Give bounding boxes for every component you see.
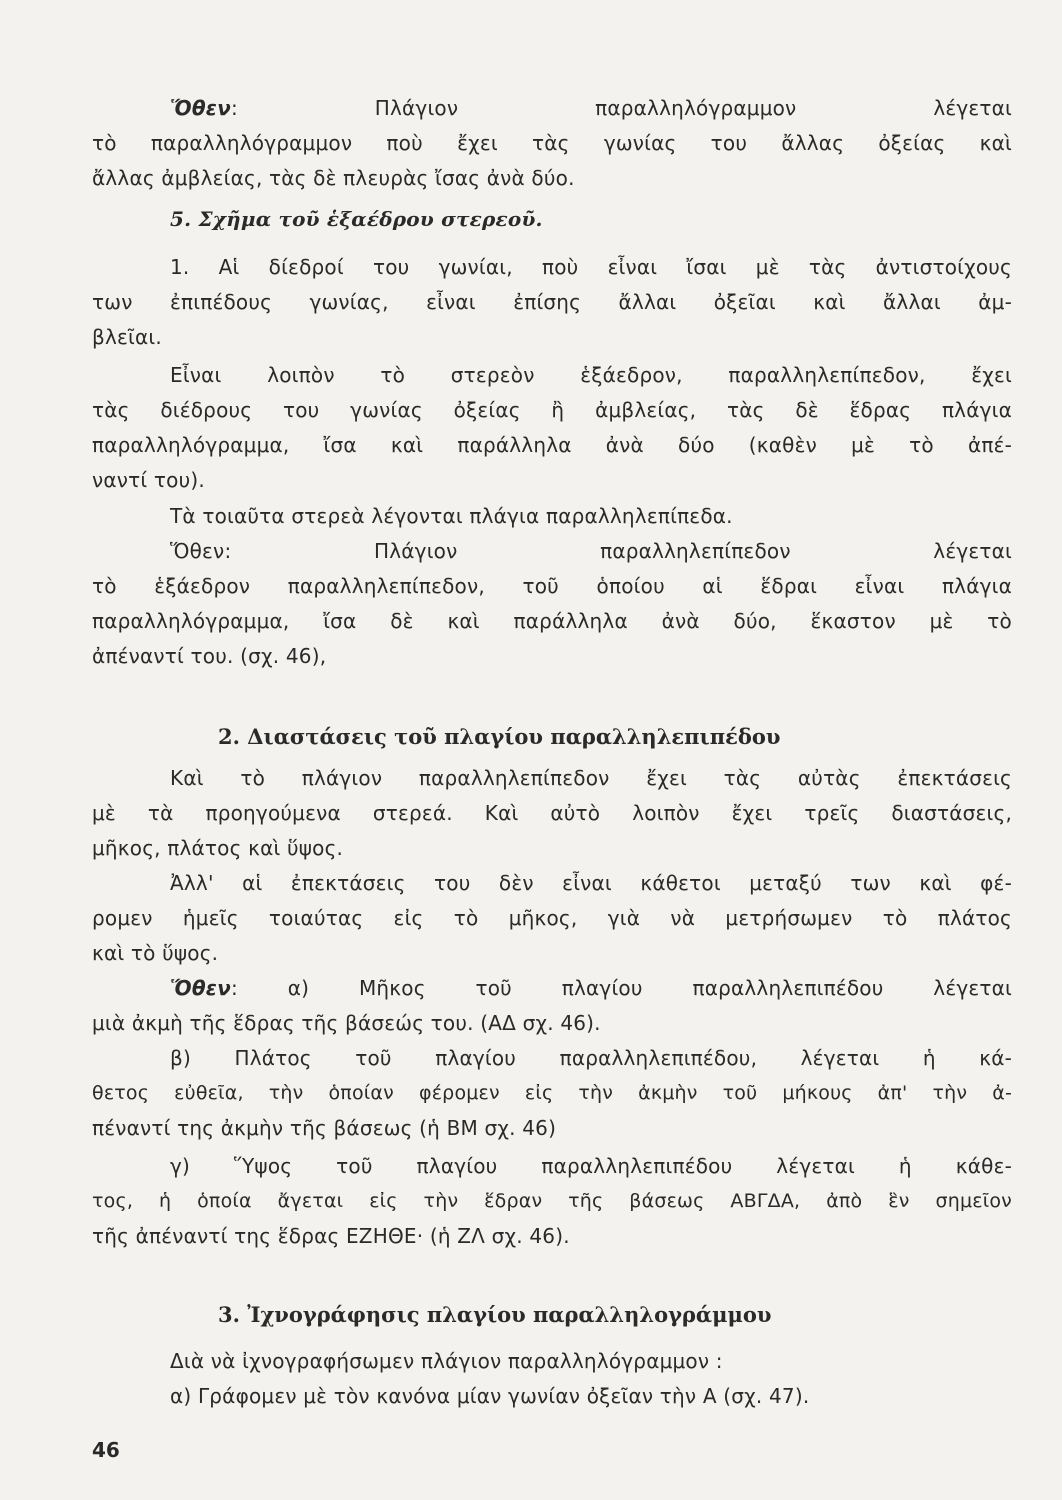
section-heading: 5. Σχῆμα τοῦ ἑξαέδρου στερεοῦ. xyxy=(170,207,543,231)
text-line xyxy=(170,95,1012,121)
definition-text: : Πλάγιον παραλληλεπίπεδον λέγεται xyxy=(224,539,1012,563)
text-line: θετος εὐθεῖα, τὴν ὁποίαν φέρομεν εἰς τὴν ἀκμὴν τοῦ μήκους ἀπ' τὴν ἀ- xyxy=(92,1082,1012,1104)
text-line: πέναντί της ἀκμὴν τῆς βάσεως (ἡ ΒΜ σχ. 46) xyxy=(92,1116,557,1140)
text-line: μὲ τὰ προηγούμενα στερεά. Καὶ αὐτὸ λοιπὸν ἔχει τρεῖς διαστάσεις, xyxy=(92,801,1012,825)
text-line: γ) Ὕψος τοῦ πλαγίου παραλληλεπιπέδου λέγεται ἡ κάθε- xyxy=(170,1154,1012,1178)
section-heading: 3. Ἰχνογράφησις πλαγίου παραλληλογράμμου xyxy=(218,1302,772,1327)
emphasis-word: Ὅθεν xyxy=(170,976,231,1000)
text-line: Ἀλλ' αἱ ἐπεκτάσεις του δὲν εἶναι κάθετοι μεταξύ των καὶ φέ- xyxy=(170,871,1012,895)
text-line: β) Πλάτος τοῦ πλαγίου παραλληλεπιπέδου, λέγεται ἡ κά- xyxy=(170,1046,1012,1070)
text-line: Εἶναι λοιπὸν τὸ στερεὸν ἑξάεδρον, παραλληλεπίπεδον, ἔχει xyxy=(170,363,1012,387)
text-line: βλεῖαι. xyxy=(92,325,162,349)
text-line: α) Γράφομεν μὲ τὸν κανόνα μίαν γωνίαν ὀξεῖαν τὴν Α (σχ. 47). xyxy=(170,1384,810,1408)
text-line: ρομεν ἡμεῖς τοιαύτας εἰς τὸ μῆκος, γιὰ νὰ μετρήσωμεν τὸ πλάτος xyxy=(92,906,1012,930)
text-line: ναντί του). xyxy=(92,468,205,492)
text-line: των ἐπιπέδους γωνίας, εἶναι ἐπίσης ἄλλαι ὀξεῖαι καὶ ἄλλαι ἀμ- xyxy=(92,290,1012,314)
emphasis-word: Ὅθεν xyxy=(170,539,225,563)
text-line: τὰς διέδρους του γωνίας ὀξείας ἢ ἀμβλείας, τὰς δὲ ἕδρας πλάγια xyxy=(92,398,1012,422)
definition-text: : α) Μῆκος τοῦ πλαγίου παραλληλεπιπέδου λέγεται xyxy=(230,976,1012,1000)
text-line: τῆς ἀπέναντί της ἕδρας ΕΖΗΘΕ· (ἡ ΖΛ σχ. 46). xyxy=(92,1224,570,1248)
text-line: παραλληλόγραμμα, ἴσα δὲ καὶ παράλληλα ἀνὰ δύο, ἕκαστον μὲ τὸ xyxy=(92,609,1012,633)
text-line: μιὰ ἀκμὴ τῆς ἕδρας τῆς βάσεώς του. (ΑΔ σχ. 46). xyxy=(92,1011,601,1035)
definition-text: : Πλάγιον παραλληλόγραμμον λέγεται xyxy=(230,96,1012,120)
text-line: ἄλλας ἀμβλείας, τὰς δὲ πλευρὰς ἴσας ἀνὰ δύο. xyxy=(92,166,575,190)
text-line: μῆκος, πλάτος καὶ ὕψος. xyxy=(92,836,344,860)
section-heading: 2. Διαστάσεις τοῦ πλαγίου παραλληλεπιπέδου xyxy=(218,724,781,749)
emphasis-word: Ὅθεν xyxy=(170,96,231,120)
text-line: Τὰ τοιαῦτα στερεὰ λέγονται πλάγια παραλληλεπίπεδα. xyxy=(170,504,733,528)
page-number: 46 xyxy=(92,1438,120,1462)
text-line: τὸ παραλληλόγραμμον ποὺ ἔχει τὰς γωνίας του ἄλλας ὀξείας καὶ xyxy=(92,131,1012,155)
text-line: τος, ἡ ὁποία ἄγεται εἰς τὴν ἕδραν τῆς βάσεως ΑΒΓΔΑ, ἀπὸ ἓν σημεῖον xyxy=(92,1190,1012,1212)
text-line xyxy=(170,538,1012,564)
text-line: Διὰ νὰ ἰχνογραφήσωμεν πλάγιον παραλληλόγραμμον : xyxy=(170,1349,723,1373)
text-line: παραλληλόγραμμα, ἴσα καὶ παράλληλα ἀνὰ δύο (καθὲν μὲ τὸ ἀπέ- xyxy=(92,433,1012,457)
text-line: Καὶ τὸ πλάγιον παραλληλεπίπεδον ἔχει τὰς αὐτὰς ἐπεκτάσεις xyxy=(170,766,1012,790)
text-line: τὸ ἑξάεδρον παραλληλεπίπεδον, τοῦ ὁποίου αἱ ἕδραι εἶναι πλάγια xyxy=(92,574,1012,598)
text-line: καὶ τὸ ὕψος. xyxy=(92,941,219,965)
text-line: 1. Αἱ δίεδροί του γωνίαι, ποὺ εἶναι ἴσαι μὲ τὰς ἀντιστοίχους xyxy=(170,255,1012,279)
text-line: ἀπέναντί του. (σχ. 46), xyxy=(92,644,327,668)
text-line xyxy=(170,975,1012,1001)
